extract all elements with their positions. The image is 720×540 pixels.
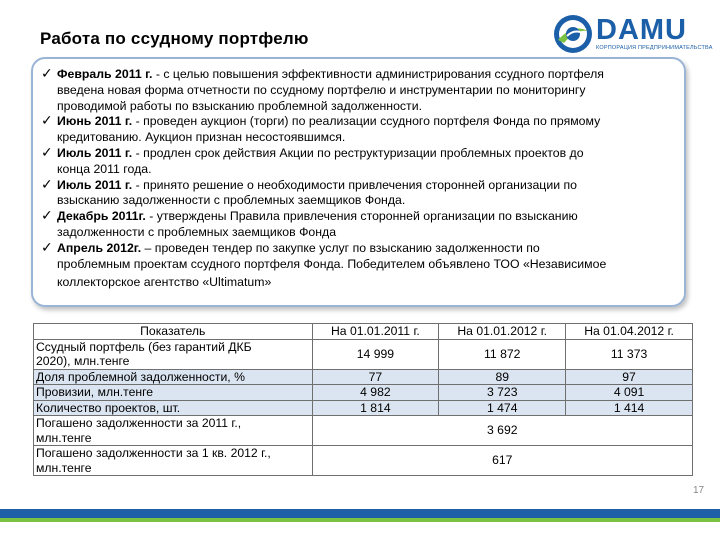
- row-label: Количество проектов, шт.: [34, 400, 313, 416]
- event-date: Декабрь 2011г.: [57, 209, 146, 224]
- event-text: коллекторское агентство «Ultimatum»: [57, 275, 272, 290]
- table-cell: 11 373: [566, 339, 693, 369]
- table-cell: 89: [439, 369, 566, 385]
- column-header: Показатель: [34, 324, 313, 340]
- event-text: - проведен аукцион (торги) по реализации ссудного портфеля Фонда по прямому: [132, 114, 601, 129]
- event-date: Июль 2011 г.: [57, 145, 133, 160]
- checkmark-icon: ✓: [41, 66, 53, 82]
- event-date: Апрель 2012г.: [57, 240, 142, 255]
- page-title: Работа по ссудному портфелю: [40, 29, 309, 48]
- event-text: введена новая форма отчетности по ссудному портфелю и инструментарии по мониторингу: [57, 82, 586, 97]
- event-text: кредитованию. Аукцион признан несостоявшимся.: [57, 130, 346, 145]
- checkmark-icon: ✓: [41, 239, 53, 256]
- damu-emblem-icon: [552, 13, 594, 55]
- event-item: [41, 241, 676, 293]
- event-item: [41, 178, 676, 210]
- table-cell: 97: [566, 369, 693, 385]
- event-date: Июнь 2011 г.: [57, 114, 133, 129]
- column-header: На 01.01.2011 г.: [312, 324, 439, 340]
- events-box: [31, 57, 686, 307]
- table-cell: 4 091: [566, 385, 693, 401]
- footer-bar-blue: [0, 509, 720, 518]
- column-header: На 01.04.2012 г.: [566, 324, 693, 340]
- checkmark-icon: ✓: [41, 144, 53, 161]
- table-cell: 4 982: [312, 385, 439, 401]
- event-text: - с целью повышения эффективности администрирования ссудного портфеля: [152, 67, 604, 81]
- table-row: [34, 369, 693, 385]
- row-label: Провизии, млн.тенге: [34, 385, 313, 401]
- row-label: Погашено задолженности за 1 кв. 2012 г., млн.тенге: [34, 446, 313, 476]
- event-text: - продлен срок действия Акции по реструктуризации проблемных проектов до: [132, 145, 584, 160]
- event-date: Июль 2011 г.: [57, 177, 133, 192]
- logo-wordmark: DAMU: [596, 14, 687, 46]
- table-header-row: [34, 324, 693, 340]
- event-text: – проведен тендер по закупке услуг по взысканию задолженности по: [141, 240, 540, 255]
- table-cell-merged: 3 692: [312, 416, 693, 446]
- page-number: 17: [693, 485, 705, 496]
- portfolio-table: [33, 323, 693, 476]
- event-text: проблемным проектам ссудного портфеля Фонда. Победителем объявлено ТОО «Независимое: [57, 256, 607, 271]
- table-cell: 3 723: [439, 385, 566, 401]
- table-row: [34, 400, 693, 416]
- logo-tagline: КОРПОРАЦИЯ ПРЕДПРИНИМАТЕЛЬСТВА: [596, 45, 713, 51]
- checkmark-icon: ✓: [41, 208, 53, 225]
- event-item: [41, 146, 676, 178]
- table-cell: 14 999: [312, 339, 439, 369]
- checkmark-icon: ✓: [41, 113, 53, 130]
- checkmark-icon: ✓: [41, 176, 53, 193]
- event-text: конца 2011 года.: [57, 161, 152, 176]
- table-cell: 11 872: [439, 339, 566, 369]
- event-text: - принято решение о необходимости привлечения сторонней организации по взысканию задолженности с проблемных заемщиков Фонда.: [57, 177, 577, 208]
- row-label: Погашено задолженности за 2011 г., млн.тенге: [34, 416, 313, 446]
- table-cell: 1 414: [566, 400, 693, 416]
- row-label: Ссудный портфель (без гарантий ДКБ 2020), млн.тенге: [34, 339, 313, 369]
- event-item: [41, 114, 676, 146]
- table-row: [34, 416, 693, 446]
- table-cell: 1 474: [439, 400, 566, 416]
- table-cell: 77: [312, 369, 439, 385]
- footer-bar-green: [0, 518, 720, 522]
- event-item: [41, 67, 676, 114]
- event-text: проводимой работы по взысканию проблемной задолженности.: [57, 98, 422, 113]
- table-cell: 1 814: [312, 400, 439, 416]
- table-row: [34, 385, 693, 401]
- row-label: Доля проблемной задолженности, %: [34, 369, 313, 385]
- event-text: - утверждены Правила привлечения сторонней организации по взысканию: [145, 209, 578, 224]
- table-row: [34, 446, 693, 476]
- damu-logo: [552, 11, 713, 57]
- table-cell-merged: 617: [312, 446, 693, 476]
- column-header: На 01.01.2012 г.: [439, 324, 566, 340]
- table-row: [34, 339, 693, 369]
- event-text: задолженности с проблемных заемщиков Фонда: [57, 224, 337, 239]
- event-date: Февраль 2011 г.: [57, 67, 153, 81]
- event-item: [41, 209, 676, 241]
